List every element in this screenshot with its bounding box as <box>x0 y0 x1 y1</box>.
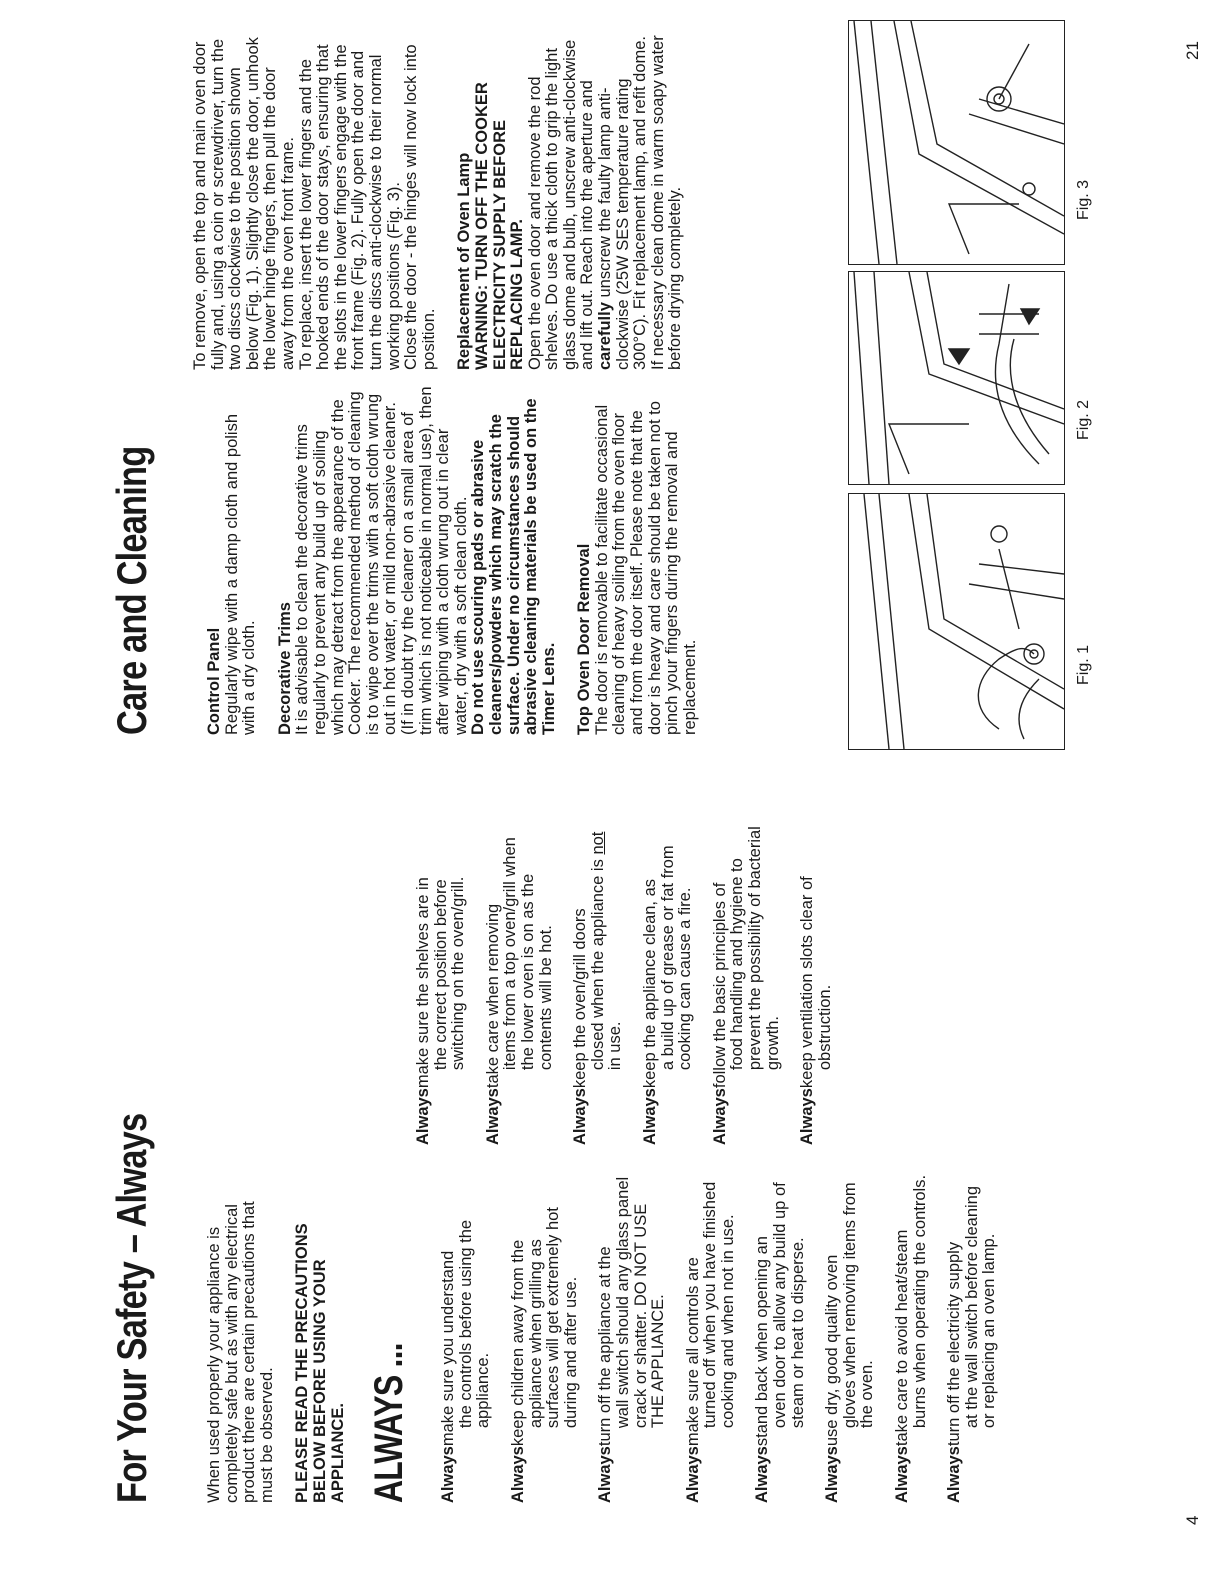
rule-continuation <box>912 1175 930 1446</box>
fig2-label: Fig. 2 <box>1075 399 1092 440</box>
always-keyword: Always <box>508 1446 527 1503</box>
always-keyword: Always <box>683 1446 702 1503</box>
safety-warning: PLEASE READ THE PRECAUTIONS BELOW BEFORE USING YOUR APPLIANCE. <box>293 1223 347 1503</box>
lamp-heading: Replacement of Oven Lamp <box>455 152 474 370</box>
section-heading: Control Panel <box>205 627 223 735</box>
care-section <box>206 385 259 735</box>
safety-rule <box>894 1173 929 1503</box>
rule-first-line: take care to avoid heat/steam <box>893 1229 912 1447</box>
rule-rest: gloves when removing items from the oven. <box>840 1182 877 1429</box>
safety-rules-list-1 <box>440 1173 999 1503</box>
rule-text <box>572 815 625 1088</box>
section-heading: Top Oven Door Removal <box>575 543 594 735</box>
always-keyword: Always <box>798 1088 817 1145</box>
rule-rest: items from a top oven/grill when the lower oven is on as the contents will be hot. <box>501 837 555 1071</box>
rule-text <box>510 1173 580 1446</box>
rule-text <box>685 1173 738 1446</box>
care-title: Care and Cleaning <box>108 446 155 735</box>
rule-text <box>824 1173 877 1446</box>
rule-rest: at the wall switch before cleaning or replacing an oven lamp. <box>962 1185 999 1429</box>
rule-first-line: follow the basic principles of <box>710 882 729 1089</box>
fig3-drawing <box>849 21 1064 264</box>
rule-text <box>597 1173 667 1446</box>
always-keyword: Always <box>571 1088 590 1145</box>
rule-rest: a build up of grease or fat from cooking can cause a fire. <box>658 845 695 1071</box>
rule-first-line: turn off the appliance at the <box>596 1246 615 1447</box>
rule-continuation <box>458 1173 493 1446</box>
rule-text <box>799 876 834 1088</box>
rule-first-line: make sure the shelves are in <box>414 877 432 1089</box>
rule-text <box>894 1175 929 1446</box>
safety-column-2 <box>415 815 851 1145</box>
always-keyword: Always <box>414 1088 432 1145</box>
section-warning: Do not use scouring pads or abrasive cleaners/powders which may scratch the surface. Under no circumstances should abrasive cleaning materials be used on the Timer Lens. <box>469 398 558 735</box>
care-column-1 <box>108 385 717 735</box>
rule-continuation <box>433 815 468 1088</box>
care-section <box>277 385 559 735</box>
always-keyword: Always <box>596 1446 615 1503</box>
always-keyword: Always <box>823 1446 842 1503</box>
rule-continuation <box>729 815 782 1088</box>
rule-rest: the correct position before switching on the oven/grill. <box>431 876 468 1071</box>
rule-continuation <box>502 815 555 1088</box>
always-keyword: Always <box>945 1446 964 1503</box>
safety-rule <box>824 1173 877 1503</box>
care-sections <box>206 385 699 735</box>
rule-first-line: keep children away from the <box>508 1239 527 1447</box>
rule-continuation <box>528 1173 581 1446</box>
page-number-right: 21 <box>1183 41 1202 60</box>
rule-continuation <box>772 1173 807 1446</box>
rule-text <box>712 815 782 1088</box>
safety-rule <box>597 1173 667 1503</box>
fig1-drawing <box>849 494 1064 749</box>
rule-text <box>642 815 695 1088</box>
safety-rule <box>799 815 834 1145</box>
fig3-label: Fig. 3 <box>1075 179 1092 220</box>
rule-first-line: stand back when opening an <box>753 1236 772 1447</box>
rule-rest: burns when operating the controls. <box>910 1174 929 1429</box>
rule-rest: closed when the appliance is <box>588 859 607 1071</box>
rule-text <box>754 1173 807 1446</box>
safety-column-1 <box>108 1113 1016 1503</box>
safety-rule <box>485 815 555 1145</box>
door-paragraph: Close the door - the hinges will now lock into position. <box>402 44 438 370</box>
safety-rule <box>510 1173 580 1503</box>
always-keyword: Always <box>710 1088 729 1145</box>
rule-rest: turned off when you have finished cooking and when not in use. <box>701 1181 737 1429</box>
door-paragraph: To remove, open the top and main oven door fully and, using a coin or screwdriver, turn the two discs clockwise to the position shown below (Fig. 1). Slightly close the door, unhook the lower hinge fingers, then pull the door away from the oven front frame. <box>191 37 297 370</box>
rule-rest: wall switch should any glass panel crack or shatter. DO NOT USE THE APPLIANCE. <box>613 1176 668 1429</box>
rule-rest: appliance when grilling as surfaces will get extremely hot during and after use. <box>526 1207 580 1429</box>
safety-rule <box>415 815 468 1145</box>
lamp-body-b: unscrew the faulty lamp anti-clockwise (25W SES temperature rating 300°C). Fit replacement lamp, and refit dome. If necessary clean dome in warm soapy water before drying completely. <box>596 35 685 370</box>
rule-rest: the controls before using the appliance. <box>456 1219 493 1429</box>
rule-first-line: make sure you understand <box>439 1250 458 1447</box>
lamp-body-bold: carefully <box>596 302 615 370</box>
rule-first-line: use dry, good quality oven <box>823 1254 842 1447</box>
figure-3 <box>848 20 1065 265</box>
rule-continuation <box>590 815 625 1088</box>
rule-text <box>946 1173 999 1446</box>
rule-continuation <box>615 1173 668 1446</box>
section-heading: Decorative Trims <box>275 602 294 735</box>
door-instructions <box>192 32 438 370</box>
care-column-2 <box>192 32 685 370</box>
rule-first-line: turn off the electricity supply <box>945 1241 964 1447</box>
rule-tail: in use. <box>606 1021 625 1071</box>
rule-first-line: keep the oven/grill doors <box>571 908 590 1089</box>
rule-first-line: take care when removing <box>483 903 502 1089</box>
lamp-warning: WARNING: TURN OFF THE COOKER ELECTRICITY SUPPLY BEFORE REPLACING LAMP. <box>472 82 527 370</box>
section-body: It is advisable to clean the decorative trims regularly to prevent any build up of soiling which may detract from the appearance of the Cooker. The recommended method of cleaning is to wipe over the trims with a soft cloth wrung out in hot water, or mild non-abrasive cleaner. (If in doubt try the cleaner on a small area of trim which is not noticeable in normal use), then after wiping with a cloth wrung out in clear water, dry with a soft clean cloth. <box>293 386 470 735</box>
safety-rule <box>946 1173 999 1503</box>
lamp-body <box>527 32 685 370</box>
safety-rule <box>754 1173 807 1503</box>
section-body: Regularly wipe with a damp cloth and polish with a dry cloth. <box>222 413 259 735</box>
safety-rule <box>572 815 625 1145</box>
rule-first-line: keep the appliance clean, as <box>640 878 659 1089</box>
rule-continuation <box>660 815 695 1088</box>
rule-first-line: keep ventilation slots clear of <box>798 876 817 1089</box>
always-heading: ALWAYS ... <box>367 1343 412 1503</box>
figure-2 <box>848 271 1065 485</box>
rule-text <box>415 815 468 1088</box>
rule-continuation <box>964 1173 999 1446</box>
care-section <box>576 385 699 735</box>
lamp-body-a: Open the oven door and remove the rod shelves. Do use a thick cloth to grip the light glass dome and bulb, unscrew anti-clockwise and lift out. Reach into the aperture and <box>525 39 597 370</box>
safety-rule <box>642 815 695 1145</box>
safety-rule <box>712 815 782 1145</box>
fig2-drawing <box>849 272 1064 484</box>
safety-title: For Your Safety – Always <box>108 1113 155 1503</box>
safety-rule <box>440 1173 493 1503</box>
rule-first-line: make sure all controls are <box>683 1257 702 1447</box>
safety-intro: When used properly your appliance is completely safe but as with any electrical product there are certain precautions that must be observed. <box>205 1201 276 1503</box>
door-paragraph: To replace, insert the lower fingers and the hooked ends of the door stays, ensuring that the slots in the lower fingers engage with the front frame (Fig. 2). Fully open the door and turn the discs anti-clockwise to their normal working positions (Fig. 3). <box>296 44 403 370</box>
rule-rest: food handling and hygiene to prevent the possibility of bacterial growth. <box>728 826 782 1071</box>
safety-rules-list-2 <box>415 815 834 1145</box>
rule-text <box>485 815 555 1088</box>
rule-underlined-word: not <box>588 831 607 855</box>
always-keyword: Always <box>640 1088 659 1145</box>
always-keyword: Always <box>753 1446 772 1503</box>
rule-rest: obstruction. <box>815 984 834 1071</box>
figure-1 <box>848 493 1065 750</box>
always-keyword: Always <box>893 1446 912 1503</box>
rule-continuation <box>842 1173 877 1446</box>
rule-text <box>440 1173 493 1446</box>
page-number-left: 4 <box>1183 1515 1202 1525</box>
rule-rest: oven door to allow any build up of steam or heat to disperse. <box>771 1182 807 1429</box>
rule-continuation <box>702 1173 737 1446</box>
safety-rule <box>685 1173 738 1503</box>
section-body: The door is removable to facilitate occasional cleaning of heavy soiling from the oven floor and from the door itself. Please note that the door is heavy and care should be taken not to pinch your fingers during the removal and replacement. <box>592 401 699 735</box>
fig1-label: Fig. 1 <box>1075 644 1092 685</box>
rule-continuation <box>817 876 835 1088</box>
always-keyword: Always <box>483 1088 502 1145</box>
always-keyword: Always <box>439 1446 458 1503</box>
